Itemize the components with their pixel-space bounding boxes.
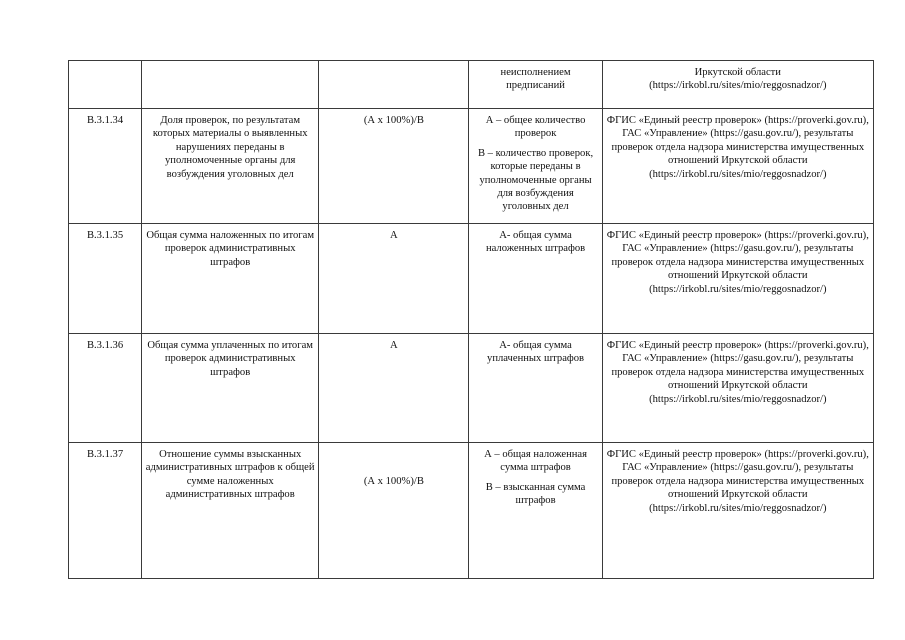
source-cell: ФГИС «Единый реестр проверок» (https://proverki.gov.ru), ГАС «Управление» (https://gasu.gov.ru/), результаты проверок отдела надзора министерства имущественных отношений Иркутской области (https://irkobl.ru/sites/mio/reggosnadzor/) <box>602 443 873 579</box>
variables-cell <box>469 61 602 109</box>
name-cell: Общая сумма наложенных по итогам проверок административных штрафов <box>142 224 319 334</box>
source-cell <box>602 61 873 109</box>
formula-cell: (А х 100%)/В <box>319 109 469 224</box>
variables-cell <box>469 334 602 443</box>
table-row <box>69 109 874 224</box>
code-cell: В.3.1.34 <box>69 109 142 224</box>
table-row-continuation <box>69 61 874 109</box>
name-cell: Общая сумма уплаченных по итогам проверок административных штрафов <box>142 334 319 443</box>
code-cell: В.3.1.37 <box>69 443 142 579</box>
variables-cell <box>469 109 602 224</box>
formula-text: (А х 100%)/В <box>363 476 424 487</box>
variable-text: неисполнением предписаний <box>500 67 571 92</box>
formula-cell: А <box>319 224 469 334</box>
code-cell: В.3.1.36 <box>69 334 142 443</box>
formula-cell <box>319 61 469 109</box>
formula-cell <box>319 443 469 579</box>
variables-cell <box>469 224 602 334</box>
source-cell: ФГИС «Единый реестр проверок» (https://proverki.gov.ru), ГАС «Управление» (https://gasu.gov.ru/), результаты проверок отдела надзора министерства имущественных отношений Иркутской области (https://irkobl.ru/sites/mio/reggosnadzor/) <box>602 109 873 224</box>
source-cell: ФГИС «Единый реестр проверок» (https://proverki.gov.ru), ГАС «Управление» (https://gasu.gov.ru/), результаты проверок отдела надзора министерства имущественных отношений Иркутской области (https://irkobl.ru/sites/mio/reggosnadzor/) <box>602 224 873 334</box>
code-cell: В.3.1.35 <box>69 224 142 334</box>
table-row <box>69 443 874 579</box>
name-cell: Отношение суммы взысканных административных штрафов к общей сумме наложенных административных штрафов <box>142 443 319 579</box>
name-cell <box>142 61 319 109</box>
variable-text: А – общее количество проверок <box>485 115 586 140</box>
variable-text: А – общая наложенная сумма штрафов <box>484 449 587 474</box>
source-cell: ФГИС «Единый реестр проверок» (https://proverki.gov.ru), ГАС «Управление» (https://gasu.gov.ru/), результаты проверок отдела надзора министерства имущественных отношений Иркутской области (https://irkobl.ru/sites/mio/reggosnadzor/) <box>602 334 873 443</box>
source-text: Иркутской области (https://irkobl.ru/sites/mio/reggosnadzor/) <box>649 67 827 92</box>
table-row <box>69 224 874 334</box>
code-cell <box>69 61 142 109</box>
variable-text: В – количество проверок, которые переданы в уполномоченные органы для возбуждения уголовных дел <box>477 147 594 213</box>
variable-text: А- общая сумма уплаченных штрафов <box>487 340 585 365</box>
variable-text: А- общая сумма наложенных штрафов <box>485 230 586 255</box>
variable-text: В – взысканная сумма штрафов <box>485 481 586 507</box>
table-row <box>69 334 874 443</box>
variables-cell <box>469 443 602 579</box>
name-cell: Доля проверок, по результатам которых материалы о выявленных нарушениях переданы в уполномоченные органы для возбуждения уголовных дел <box>142 109 319 224</box>
formula-cell: А <box>319 334 469 443</box>
indicators-table <box>68 60 874 579</box>
